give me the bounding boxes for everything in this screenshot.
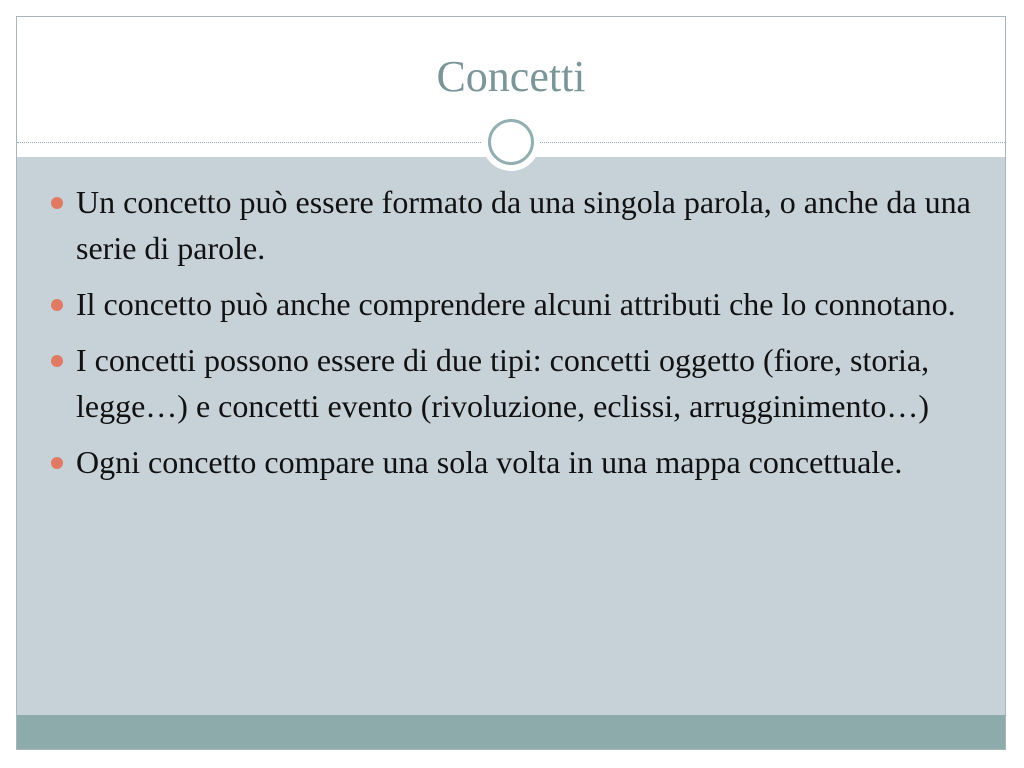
bullet-text: Un concetto può essere formato da una singola parola, o anche da una serie di parole. [76, 184, 971, 266]
slide [16, 16, 1006, 750]
bullet-list [49, 179, 979, 495]
bullet-item [49, 281, 979, 327]
slide-title: Concetti [436, 52, 586, 101]
bullet-item [49, 439, 979, 485]
bullet-dot-icon [51, 457, 63, 469]
bullet-text: Il concetto può anche comprendere alcuni attributi che lo connotano. [76, 286, 956, 322]
circle-ring-icon [488, 119, 534, 165]
circle-ornament-icon [482, 113, 540, 171]
bullet-dot-icon [51, 299, 63, 311]
bullet-text: Ogni concetto compare una sola volta in una mappa concettuale. [76, 444, 903, 480]
bullet-text: I concetti possono essere di due tipi: concetti oggetto (fiore, storia, legge…) e concetti evento (rivoluzione, eclissi, arrugginimento…) [76, 342, 930, 424]
bullet-item [49, 179, 979, 271]
bullet-dot-icon [51, 355, 63, 367]
footer-band [17, 715, 1005, 749]
bullet-dot-icon [51, 197, 63, 209]
bullet-item [49, 337, 979, 429]
